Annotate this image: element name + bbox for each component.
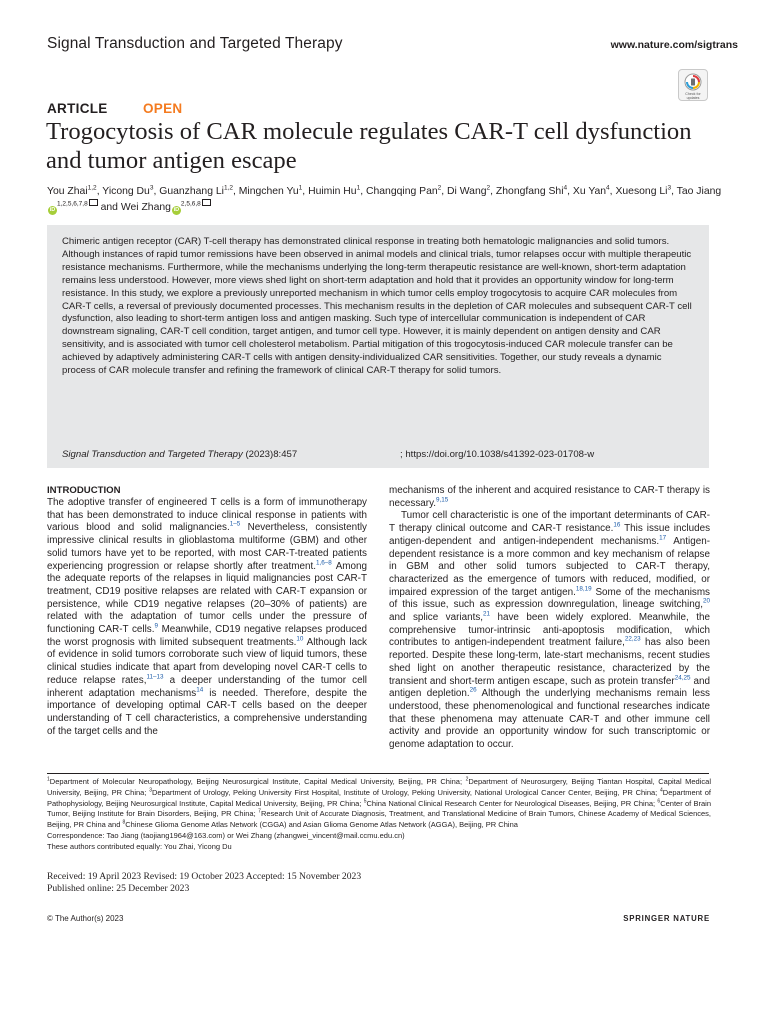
body-text-run: has also been reported. Despite these long-term, late-start mechanisms, recent studies shed light on another therapeutic resistance, characterized by the transient and short-term antigen escape, such as protein transfer (389, 637, 710, 687)
affiliation-number: 1 (47, 776, 50, 783)
check-for-updates-badge[interactable] (678, 69, 708, 101)
published-online-date: Published online: 25 December 2023 (47, 883, 190, 894)
section-heading-introduction: INTRODUCTION (47, 485, 121, 496)
author-affiliation-marks: 1,2 (223, 184, 233, 192)
author-name: You Zhai (47, 186, 88, 197)
article-type: ARTICLE (47, 101, 108, 116)
author-affiliation-marks: 4 (563, 184, 568, 192)
citation-journal: Signal Transduction and Targeted Therapy (62, 449, 243, 460)
author-affiliation-marks: 1,2 (87, 184, 97, 192)
reference-link[interactable]: 16 (613, 521, 621, 529)
affiliation-text: Department of Urology, Peking University First Hospital, Institute of Urology, Peking University, National Urological Cancer Center, Beijing, PR China; (151, 787, 661, 797)
reference-link[interactable]: 9,15 (436, 496, 449, 504)
publication-dates (47, 871, 361, 895)
reference-link[interactable]: 1,6–8 (315, 559, 332, 567)
body-text-run: Although lack of evidence in solid tumors corroborate such view of liquid tumors, these clinical studies indicate that apart from developing novel CAR-T cells to reduce relapse rates, (47, 636, 367, 686)
body-text-run: Meanwhile, CD19 negative relapses produced the worst prognosis with limited subsequent treatments. (47, 624, 367, 648)
email-icon[interactable] (202, 199, 211, 206)
publisher-logo: SPRINGER NATURE (623, 914, 710, 923)
body-text-run: Nevertheless, consistently impressive clinical results in glioblastoma multiforme (GBM) and other solid tumors have yet to be reported, with most CAR-T-treated patients experiencing progression or relapse shortly after treatment. (47, 522, 367, 572)
affiliation-number: 6 (657, 798, 661, 805)
author-name: Changqing Pan (366, 186, 438, 197)
author-name: Xuesong Li (615, 186, 668, 197)
affiliations-list (47, 777, 711, 831)
affiliation-number: 4 (660, 787, 663, 794)
author-name: Huimin Hu (308, 186, 357, 197)
body-text-run: a deeper understanding of the tumor cell inherent adaptation mechanisms (47, 674, 367, 699)
author-affiliation-marks: 2,5,6,8 (180, 200, 201, 208)
footnote-divider (47, 773, 709, 774)
copyright: © The Author(s) 2023 (47, 914, 124, 923)
author-affiliation-marks: 3 (667, 184, 672, 192)
affiliation-number: 2 (465, 776, 469, 783)
author-name: Yicong Du (102, 186, 150, 197)
affiliation-number: 7 (258, 808, 261, 815)
body-column-left (47, 497, 367, 738)
reference-link[interactable]: 22,23 (624, 636, 641, 644)
affiliation-text: Department of Molecular Neuropathology, Beijing Neurosurgical Institute, Capital Medical University, Beijing, PR China; (49, 777, 466, 786)
author-affiliation-marks: 2 (437, 184, 442, 192)
reference-link[interactable]: 20 (702, 598, 710, 606)
body-text-run: mechanisms of the inherent and acquired resistance to CAR-T therapy is necessary. (389, 485, 710, 509)
affiliation-text: Research Unit of Accurate Diagnosis, Treatment, and Translational Medicine of Brain Tumors, Chinese Academy of Medical Sciences, Beijing, PR China and (47, 809, 711, 830)
journal-site-link[interactable]: www.nature.com/sigtrans (610, 39, 738, 51)
body-text-run: Although the underlying mechanisms remain less understood, these phenomenological and functional researches indicate that these phenomena may attenuate CAR-T and other immune cell activity and provide an opportunity window for such transcriptomic or genome adaptation to occur. (389, 688, 710, 751)
author-name: Zhongfang Shi (495, 186, 564, 197)
intro-paragraph-1 (47, 497, 367, 738)
affiliation-text: Department of Pathophysiology, Beijing Neurosurgical Institute, Capital Medical University, Beijing, PR China; (47, 787, 711, 808)
reference-link[interactable]: 18,19 (575, 585, 592, 593)
affiliation-text: China National Clinical Research Center for Neurological Diseases, Beijing, PR China; (366, 798, 658, 808)
reference-link[interactable]: 10 (296, 635, 304, 643)
body-text-run: and splice variants, (389, 612, 483, 624)
body-column-right (389, 485, 710, 752)
body-text-run: is needed. Therefore, despite the importance of developing optimal CAR-T cells based on the deeper understanding of T cell characteristics, a comprehensive understanding of the target cells and the (47, 687, 367, 737)
affiliation-text: Department of Neurosurgery, Beijing Tiantan Hospital, Capital Medical University, Beijing, PR China; (47, 777, 711, 797)
equal-contribution-note: These authors contributed equally: You Zhai, Yicong Du (47, 841, 232, 851)
body-text-run: This issue includes antigen-dependent and antigen-independent mechanisms. (389, 523, 711, 547)
check-for-updates-label: Check for updates (685, 92, 701, 100)
reference-link[interactable]: 11–13 (146, 673, 164, 681)
correspondence: Correspondence: Tao Jiang (taojiang1964@163.com) or Wei Zhang (zhangwei_vincent@mail.ccmu.edu.cn) (47, 830, 405, 840)
affiliations-block (47, 777, 711, 853)
author-list: You Zhai$^{1,2}$, Yicong Du$^3$, Guanzhang Li$^{1,2}$, Mingchen Yu$^1$, Huimin Hu$^1$, Changqing Pan$^2$, Di Wang$^2$, Zhongfang Shi$^4$, Xu Yan$^4$, Xuesong Li$^3$, Tao JiangiD$^{1,2,5,6,7,8}$ and Wei Zhang iD$^{2,5,6,8}$ (47, 184, 722, 213)
affiliation-text: Chinese Glioma Genome Atlas Network (CGGA) and Asian Glioma Genome Atlas Network (AGGA), Beijing, PR China (125, 820, 518, 830)
reference-link[interactable]: 17 (659, 534, 667, 542)
body-text-run: have been widely explored. Meanwhile, the comprehensive tumor-intrinsic anti-apoptosis modification, which contributes to antigen-independent treatment failure, (389, 612, 710, 649)
article-title: Trogocytosis of CAR molecule regulates CAR-T cell dysfunction and tumor antigen escape (46, 118, 692, 174)
reference-link[interactable]: 14 (196, 686, 204, 694)
body-text-run: and antigen depletion. (389, 675, 710, 700)
body-text-run: Tumor cell characteristic is one of the important determinants of CAR-T therapy clinical outcome and CAR-T resistance. (389, 510, 710, 535)
email-icon[interactable] (89, 199, 98, 206)
author-affiliation-marks: 1 (298, 184, 303, 192)
orcid-icon[interactable]: iD (173, 207, 180, 213)
journal-name: Signal Transduction and Targeted Therapy (47, 35, 343, 52)
affiliation-text: Center of Brain Tumor, Beijing Institute for Brain Disorders, Beijing, PR China; (47, 798, 711, 819)
open-access-label: OPEN (143, 101, 183, 116)
body-text-run: The adoptive transfer of engineered T cells is a form of immunotherapy that has been demonstrated to induce clinical response in patients with various blood and solid malignancies. (47, 497, 367, 534)
author-affiliation-marks: 1,2,5,6,7,8 (57, 200, 88, 208)
author-affiliation-marks: 4 (606, 184, 610, 192)
author-name: Di Wang (447, 186, 487, 197)
author-name: Xu Yan (572, 186, 607, 197)
citation (62, 449, 297, 460)
orcid-icon[interactable]: iD (49, 207, 56, 213)
intro-paragraph-2 (389, 510, 710, 751)
author-name: and Wei Zhang (100, 202, 171, 213)
reference-link[interactable]: 9 (154, 622, 158, 630)
doi-link[interactable]: ; https://doi.org/10.1038/s41392-023-01708-w (400, 449, 595, 460)
reference-link[interactable]: 26 (469, 686, 477, 694)
affiliation-number: 8 (122, 819, 126, 826)
check-for-updates-icon (684, 73, 702, 91)
author-affiliation-marks: 3 (149, 184, 154, 192)
body-text-run: Antigen-dependent resistance is a more common and key mechanism of relapse in GBM and other solid tumors subjected to CAR-T therapy, characterized as the emergence of tumors with reduced, modified, or impaired expression of the target antigen. (389, 535, 710, 598)
reference-link[interactable]: 21 (483, 610, 491, 618)
author-affiliation-marks: 2 (486, 184, 491, 192)
affiliation-number: 5 (363, 798, 367, 805)
intro-paragraph-1-continued (389, 485, 710, 510)
reference-link[interactable]: 1–5 (229, 521, 241, 529)
citation-volume: (2023)8:457 (242, 449, 298, 460)
author-name: Mingchen Yu (238, 186, 299, 197)
affiliation-number: 3 (149, 787, 152, 794)
body-text-run: Among the adequate reports of the relapses in liquid malignancies post CAR-T treatment, CD19 positive relapses are related with CAR-T expansion or persistence, while CD19 negative relapses (20–30% of patients) are related with the adaptation of tumor cells under the pressure of functioning CAR-T cells. (47, 560, 367, 636)
reference-link[interactable]: 24,25 (674, 674, 691, 682)
body-text-run: Some of the mechanisms of this issue, such as expression downregulation, lineage switching, (389, 586, 710, 611)
author-name: Guanzhang Li (159, 186, 224, 197)
abstract-text: Chimeric antigen receptor (CAR) T-cell therapy has demonstrated clinical response in treating both hematologic malignancies and solid tumors. Although instances of rapid tumor remissions have been observed in animal models and clinical trials, tumor relapses occur with multiple therapeutic resistance mechanisms. Furthermore, while the mechanisms underlying the long-term therapeutic resistance are well-known, short-term adaptation remains less understood. However, more views shed light on short-term adaptation and hold that it provides an opportunity window for long-term resistance. In this study, we explore a previously unreported mechanism in which tumor cells employ trogocytosis to acquire CAR molecules from CAR-T cells, a reversal of previously documented processes. This mechanism results in the depletion of CAR molecules and subsequent CAR-T cell dysfunction, also leading to short-term antigen loss and antigen masking. Such type of intercellular communication is independent of CAR downstream signaling, CAR-T cell condition, target antigen, and tumor cell type. However, it is mainly dependent on antigen density and CAR sensitivity, and is associated with tumor cell cholesterol metabolism. Partial mitigation of this trogocytosis-induced CAR molecule transfer can be achieved by adaptively administering CAR-T cells with antigen density-individualized CAR sensitivities. Together, our study reveals a dynamic process of CAR molecule transfer and refining the framework of clinical CAR-T therapy for solid tumors. (62, 236, 692, 377)
received-revised-accepted-dates: Received: 19 April 2023 Revised: 19 October 2023 Accepted: 15 November 2023 (47, 871, 362, 882)
author-name: Tao Jiang (676, 186, 722, 197)
author-affiliation-marks: 1 (356, 184, 361, 192)
